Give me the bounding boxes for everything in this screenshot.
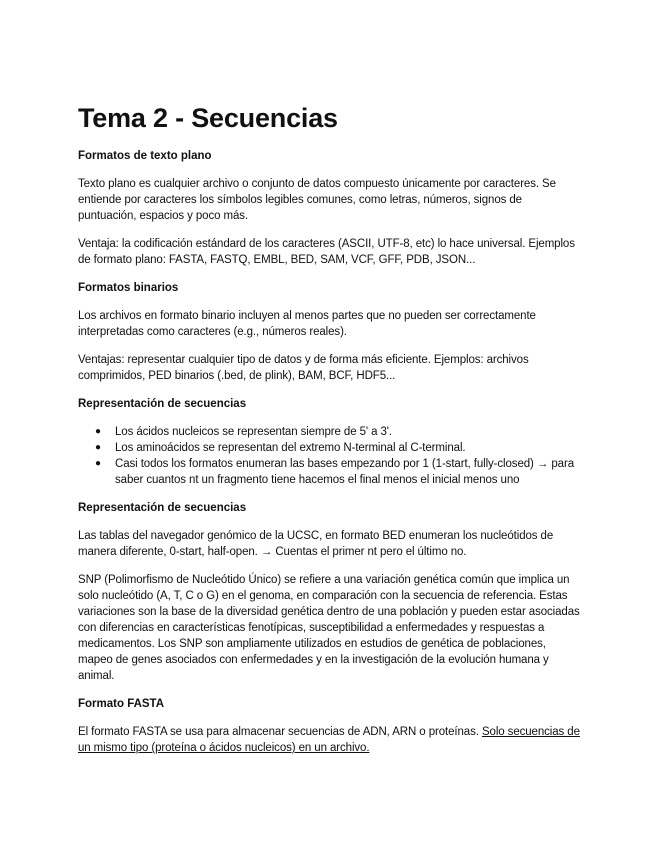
paragraph-ucsc-bed: Las tablas del navegador genómico de la UCSC, en formato BED enumeran los nucleótidos de manera diferente, 0-start, half-open. → Cuentas el primer nt pero el último no.: [78, 530, 554, 558]
section-heading-texto-plano: Formatos de texto plano: [78, 150, 212, 162]
representation-bullet-list: [78, 424, 583, 488]
paragraph-fasta: [78, 724, 583, 756]
bullet-icon: ●: [95, 426, 101, 437]
paragraph-binarios-ventajas: Ventajas: representar cualquier tipo de datos y de forma más eficiente. Ejemplos: archivos comprimidos, PED binarios (.bed, de plink), BAM, BCF, HDF5...: [78, 354, 529, 382]
list-item-text: Los ácidos nucleicos se representan siempre de 5' a 3'.: [115, 426, 392, 438]
list-item: [78, 424, 583, 440]
section-heading-binarios: Formatos binarios: [78, 282, 179, 294]
list-item: [78, 456, 583, 488]
list-item-text: Los aminoácidos se representan del extremo N-terminal al C-terminal.: [115, 442, 466, 454]
list-item: [78, 440, 583, 456]
document-content: [78, 100, 583, 756]
section-heading-fasta: Formato FASTA: [78, 698, 165, 710]
section-heading-representacion: Representación de secuencias: [78, 398, 247, 410]
paragraph-snp: SNP (Polimorfismo de Nucleótido Único) se refiere a una variación genética común que implica un solo nucleótido (A, T, C o G) en el genoma, en comparación con la secuencia de referencia. Estas variaciones son la base de la diversidad genética dentro de una población y pueden estar asociadas con diferencias en características fenotípicas, susceptibilidad a enfermedades y respuestas a medicamentos. Los SNP son ampliamente utilizados en estudios de genética de poblaciones, mapeo de genes asociados con enfermedades y en la investigación de la evolución humana y animal.: [78, 574, 580, 682]
fasta-text: El formato FASTA se usa para almacenar secuencias de ADN, ARN o proteínas.: [78, 726, 479, 738]
section-heading-representacion-2: Representación de secuencias: [78, 502, 247, 514]
page-title: Tema 2 - Secuencias: [78, 103, 338, 133]
fasta-underlined-text: Solo secuencias de un mismo tipo (proteína o ácidos nucleicos) en un archivo.: [78, 726, 580, 754]
paragraph-binarios-definicion: Los archivos en formato binario incluyen al menos partes que no pueden ser correctamente interpretadas como caracteres (e.g., números reales).: [78, 310, 536, 338]
bullet-icon: ●: [95, 442, 101, 453]
paragraph-texto-plano-definicion: Texto plano es cualquier archivo o conjunto de datos compuesto únicamente por caracteres. Se entiende por caracteres los símbolos legibles comunes, como letras, números, signos de puntuación, espacios y poco más.: [78, 178, 556, 222]
bullet-icon: ●: [95, 458, 101, 469]
list-item-text: Casi todos los formatos enumeran las bases empezando por 1 (1-start, fully-closed) → para saber cuantos nt un fragmento tiene hacemos el final menos el inicial menos uno: [115, 458, 574, 486]
paragraph-texto-plano-ventaja: Ventaja: la codificación estándard de los caracteres (ASCII, UTF-8, etc) lo hace universal. Ejemplos de formato plano: FASTA, FASTQ, EMBL, BED, SAM, VCF, GFF, PDB, JSON...: [78, 238, 575, 266]
